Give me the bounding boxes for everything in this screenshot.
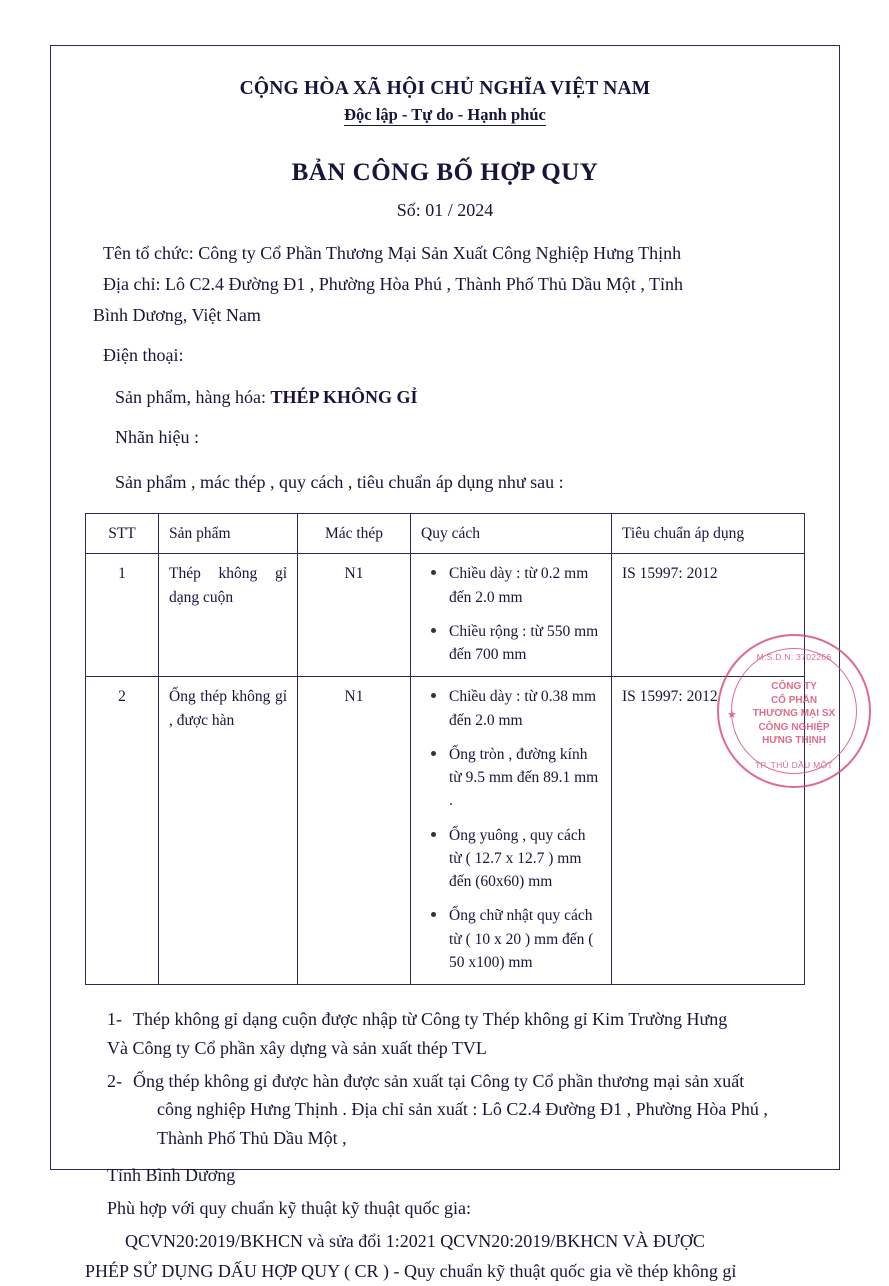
cell-spec	[411, 554, 612, 677]
table-header-row	[86, 514, 805, 554]
column-header-product: Sản phẩm	[159, 514, 298, 554]
cell-stt: 1	[86, 554, 159, 677]
note-2-line-1: Ống thép không gỉ được hàn được sản xuất tại Công ty Cổ phần thương mại sản xuất	[133, 1070, 745, 1091]
spec-item: Ống yuông , quy cách từ ( 12.7 x 12.7 ) mm đến (60x60) mm	[443, 824, 601, 894]
seal-line-2: CỔ PHẦN	[770, 694, 818, 706]
product-brand: Nhãn hiệu :	[115, 426, 199, 447]
org-phone: Điện thoại:	[103, 345, 184, 366]
spec-item: Ống chữ nhật quy cách từ ( 10 x 20 ) mm đến ( 50 x100) mm	[443, 904, 601, 974]
seal-line-1: CÔNG TY	[771, 681, 817, 692]
note-1-number: 1-	[107, 1009, 122, 1030]
spec-list	[421, 685, 601, 974]
cell-spec	[411, 677, 612, 985]
spec-item: Chiều dày : từ 0.2 mm đến 2.0 mm	[443, 562, 601, 609]
spec-item: Ống tròn , đường kính từ 9.5 mm đến 89.1 mm .	[443, 743, 601, 813]
note-1-line-1: Thép không gỉ dạng cuộn được nhập từ Công ty Thép không gỉ Kim Trường Hưng	[133, 1009, 728, 1030]
organization-block	[85, 239, 805, 371]
product-label: Sản phẩm, hàng hóa:	[115, 386, 266, 407]
document-body	[51, 46, 839, 1282]
note-1	[85, 1005, 805, 1034]
column-header-standard: Tiêu chuẩn áp dụng	[612, 514, 805, 554]
seal-line-5: HƯNG THỊNH	[762, 735, 826, 746]
seal-top-text: M.S.D.N: 3702266	[756, 652, 832, 662]
document-page	[50, 45, 840, 1282]
closing-standard-line-1: QCVN20:2019/BKHCN và sửa đổi 1:2021 QCVN20:2019/BKHCN VÀ ĐƯỢC	[125, 1230, 705, 1251]
note-1-body	[133, 1005, 805, 1034]
national-motto	[85, 105, 805, 125]
seal-line-3: THƯƠNG MẠI SX	[752, 708, 836, 719]
product-block	[85, 383, 805, 497]
seal-bottom-text: TP. THỦ DẦU MỘT	[755, 760, 833, 770]
cell-standard: IS 15997: 2012	[612, 554, 805, 677]
cell-standard: IS 15997: 2012	[612, 677, 805, 985]
seal-line-4: CÔNG NGHIỆP	[758, 721, 830, 733]
note-1-line-2: Và Công ty Cổ phần xây dựng và sản xuất thép TVL	[107, 1037, 487, 1058]
product-intro: Sản phẩm , mác thép , quy cách , tiêu chuẩn áp dụng như sau :	[115, 471, 564, 492]
column-header-grade: Mác thép	[298, 514, 411, 554]
cell-product: Ống thép không gỉ , được hàn	[159, 677, 298, 985]
page-title: BẢN CÔNG BỐ HỢP QUY	[291, 159, 599, 186]
org-address-line-2: Bình Dương, Việt Nam	[93, 305, 261, 326]
closing-province: Tỉnh Bình Dương	[107, 1165, 236, 1186]
note-2-number: 2-	[107, 1070, 122, 1091]
product-line	[85, 383, 805, 412]
notes-block	[85, 1005, 805, 1153]
note-2-line-3: Thành Phố Thủ Dầu Một ,	[157, 1128, 347, 1149]
spec-item: Chiều rộng : từ 550 mm đến 700 mm	[443, 620, 601, 667]
org-address-line-1: Địa chỉ: Lô C2.4 Đường Đ1 , Phường Hòa Phú , Thành Phố Thủ Dầu Một , Tỉnh	[103, 274, 684, 295]
seal-center-text	[719, 680, 869, 748]
closing-block	[85, 1161, 805, 1286]
cell-product: Thép không gỉ dạng cuộn	[159, 554, 298, 677]
org-name: Tên tổ chức: Công ty Cổ Phần Thương Mại Sản Xuất Công Nghiệp Hưng Thịnh	[103, 243, 682, 263]
cell-stt: 2	[86, 677, 159, 985]
column-header-spec: Quy cách	[411, 514, 612, 554]
column-header-stt: STT	[86, 514, 159, 554]
cell-grade: N1	[298, 554, 411, 677]
spec-item: Chiều dày : từ 0.38 mm đến 2.0 mm	[443, 685, 601, 732]
note-2-body	[133, 1067, 805, 1153]
note-2-line-2: công nghiệp Hưng Thịnh . Địa chỉ sản xuất : Lô C2.4 Đường Đ1 , Phường Hòa Phú ,	[157, 1099, 768, 1120]
table-row	[86, 677, 805, 985]
note-2	[85, 1067, 805, 1153]
company-seal-stamp	[717, 634, 871, 788]
product-value: THÉP KHÔNG GỈ	[270, 386, 418, 407]
seal-star-icon: ★	[727, 709, 737, 721]
spec-list	[421, 562, 601, 666]
document-number: Số: 01 / 2024	[396, 200, 494, 220]
cell-grade: N1	[298, 677, 411, 985]
table-row	[86, 554, 805, 677]
national-header: CỘNG HÒA XÃ HỘI CHỦ NGHĨA VIỆT NAM	[239, 78, 651, 99]
closing-conformity: Phù hợp với quy chuẩn kỹ thuật kỹ thuật quốc gia:	[107, 1197, 471, 1218]
closing-standard-line-2: PHÉP SỬ DỤNG DẤU HỢP QUY ( CR ) - Quy chuẩn kỹ thuật quốc gia về thép không gỉ	[85, 1261, 737, 1282]
national-motto-text: Độc lập - Tự do - Hạnh phúc	[344, 105, 546, 124]
specification-table	[85, 513, 805, 985]
